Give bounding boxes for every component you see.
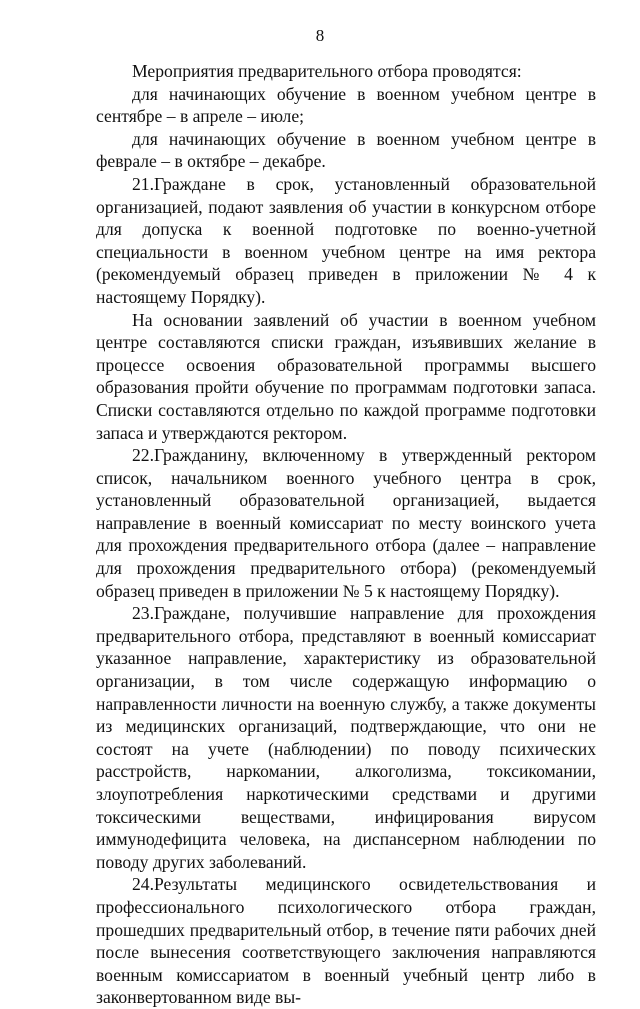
page-number: 8 (315, 26, 325, 45)
paragraph-lists: На основании заявлений об участии в военном учебном центре составляются списки граждан, изъявивших желание в процессе освоения образовательной программы высшего образования пройти обучение по программам подготовки запаса. Списки составляются отдельно по каждой программе подготовки запаса и утверждаются ректором. (96, 309, 596, 443)
paragraph-22: 22.Гражданину, включенному в утвержденный ректором список, начальником военного учебного центра в срок, установленный образовательной организацией, выдается направление в военный комиссариат по месту воинского учета для прохождения предварительного отбора (далее – направление для прохождения предварительного отбора) (рекомендуемый образец приведен в приложении № 5 к настоящему Порядку). (96, 445, 596, 601)
document-body (96, 60, 596, 1009)
paragraph-24: 24.Результаты медицинского освидетельствования и профессионального психологического отбора граждан, прошедших предварительный отбор, в течение пяти рабочих дней после вынесения соответствующего заключения направляются военным комиссариатом в военный учебный центр либо в законвертованном виде вы- (96, 874, 596, 1008)
paragraph-23: 23.Граждане, получившие направление для прохождения предварительного отбора, представляют в военный комиссариат указанное направление, характеристику из образовательной организации, в том числе содержащую информацию о направленности личности на военную службу, а также документы из медицинских организаций, подтверждающие, что они не состоят на учете (наблюдении) по поводу психических расстройств, наркомании, алкоголизма, токсикомании, злоупотребления наркотическими средствами и другими токсическими веществами, инфицирования вирусом иммунодефицита человека, на диспансерном наблюдении по поводу других заболеваний. (96, 603, 596, 872)
paragraph-intro: Мероприятия предварительного отбора проводятся: (132, 61, 522, 81)
paragraph-february: для начинающих обучение в военном учебном центре в феврале – в октябре – декабре. (96, 128, 596, 172)
paragraph-september: для начинающих обучение в военном учебном центре в сентябре – в апреле – июле; (96, 83, 596, 127)
paragraph-21: 21.Граждане в срок, установленный образовательной организацией, подают заявления об участии в конкурсном отборе для допуска к военной подготовке по военно-учетной специальности в военном учебном центре на имя ректора (рекомендуемый образец приведен в приложении № 4 к настоящему Порядку). (96, 173, 596, 307)
